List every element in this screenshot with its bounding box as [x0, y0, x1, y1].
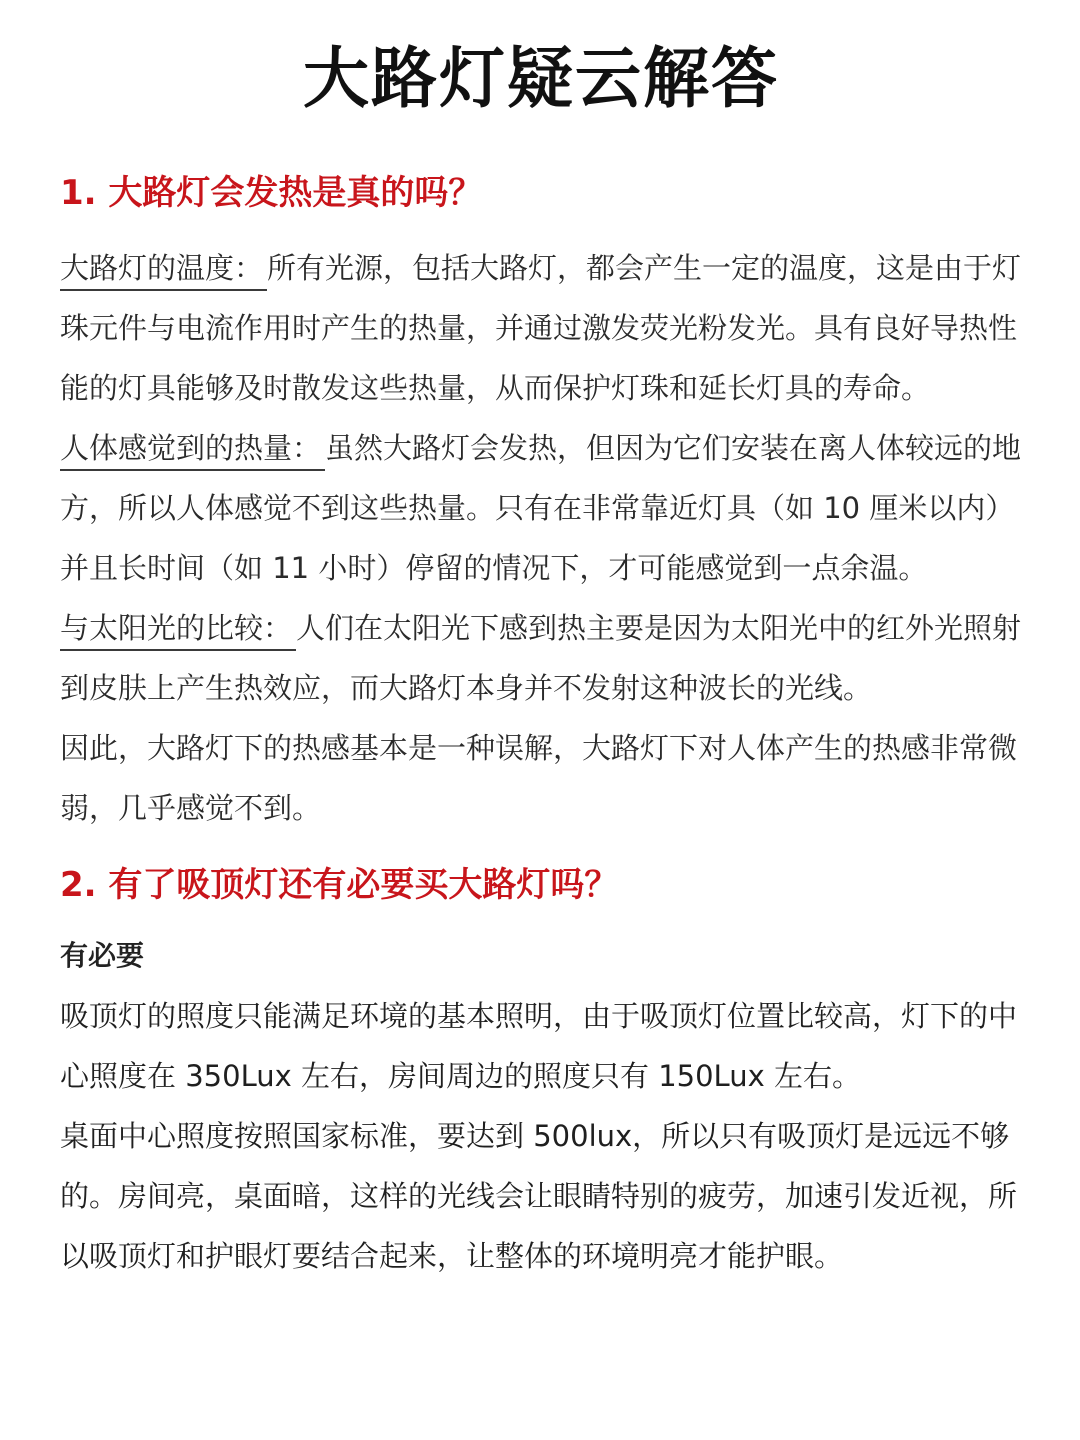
q1-label-sunlight: 与太阳光的比较：: [60, 607, 296, 651]
question-2-section: [60, 862, 1022, 1286]
q2-paragraph-desk-standard: 桌面中心照度按照国家标准，要达到 500lux，所以只有吸顶灯是远远不够的。房间亮，桌面暗，这样的光线会让眼睛特别的疲劳，加速引发近视，所以吸顶灯和护眼灯要结合起来，让整体的环境明亮才能护眼。: [60, 1119, 1018, 1273]
q1-paragraph-temperature: [60, 238, 1022, 418]
q1-paragraph-sunlight: [60, 598, 1022, 718]
q2-paragraph-ceiling-light: 吸顶灯的照度只能满足环境的基本照明，由于吸顶灯位置比较高，灯下的中心照度在 350Lux 左右，房间周边的照度只有 150Lux 左右。: [60, 999, 1018, 1093]
question-1-section: [60, 170, 1022, 838]
q1-label-temperature: 大路灯的温度：: [60, 247, 267, 291]
q2-answer-lead: 有必要: [60, 939, 145, 972]
q1-text-sunlight: 人们在太阳光下感到热主要是因为太阳光中的红外光照射到皮肤上产生热效应，而大路灯本身并不发射这种波长的光线。: [60, 611, 1022, 705]
q1-label-body-heat: 人体感觉到的热量：: [60, 427, 325, 471]
q1-paragraph-body-heat: [60, 418, 1022, 598]
q1-text-conclusion: 因此，大路灯下的热感基本是一种误解，大路灯下对人体产生的热感非常微弱，几乎感觉不到。: [60, 731, 1018, 825]
page-title: 大路灯疑云解答: [303, 40, 779, 117]
question-2-heading: 2. 有了吸顶灯还有必要买大路灯吗？: [60, 865, 619, 905]
q1-paragraph-conclusion: [60, 718, 1022, 838]
q1-text-temperature: 所有光源，包括大路灯，都会产生一定的温度，这是由于灯珠元件与电流作用时产生的热量，并通过激发荧光粉发光。具有良好导热性能的灯具能够及时散发这些热量，从而保护灯珠和延长灯具的寿命。: [60, 251, 1022, 405]
q1-text-body-heat: 虽然大路灯会发热，但因为它们安装在离人体较远的地方，所以人体感觉不到这些热量。只有在非常靠近灯具（如 10 厘米以内）并且长时间（如 11 小时）停留的情况下，才可能感觉到一点余温。: [60, 431, 1022, 585]
question-1-heading: 1. 大路灯会发热是真的吗？: [60, 173, 483, 213]
